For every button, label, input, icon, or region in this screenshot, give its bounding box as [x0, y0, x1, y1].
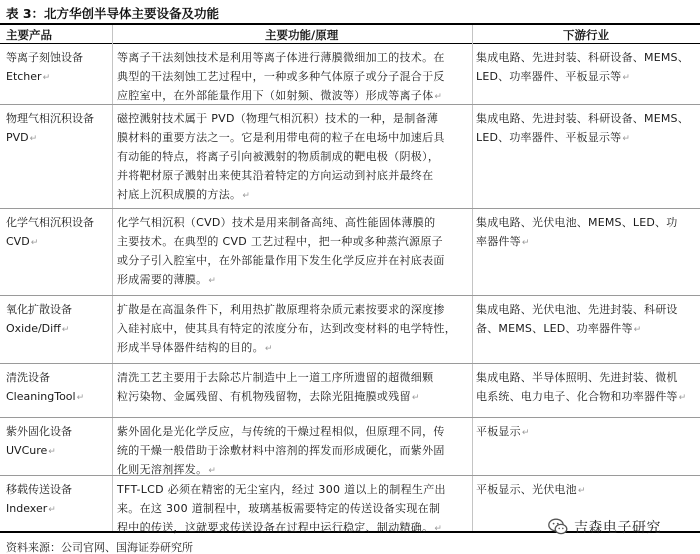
watermark [548, 516, 661, 538]
table-row [0, 364, 700, 418]
function-cell [117, 422, 469, 481]
cell-line: 形成半导体器件结构的目的。↵ [117, 341, 273, 354]
cell-line: CVD↵ [6, 235, 39, 248]
function-cell [117, 300, 469, 359]
paragraph-mark-icon: ↵ [29, 134, 38, 144]
cell-line: 等离子刻蚀设备 [6, 51, 83, 64]
function-cell [117, 48, 469, 107]
cell-line: 移载传送设备 [6, 483, 72, 496]
industry-cell [476, 480, 698, 501]
cell-line: 清洗设备 [6, 371, 50, 384]
paragraph-mark-icon: ↵ [434, 92, 443, 102]
cell-line: 集成电路、半导体照明、先进封装、微机 [476, 371, 678, 384]
cell-line: 集成电路、先进封装、科研设备、MEMS、 [476, 51, 689, 64]
industry-cell [476, 422, 698, 443]
paragraph-mark-icon: ↵ [42, 73, 51, 83]
cell-line: 并将靶材原子溅射出来使其沿着特定的方向运动到衬底并最终在 [117, 169, 434, 182]
cell-line: Indexer↵ [6, 502, 56, 515]
header-function: 主要功能/原理 [265, 28, 339, 42]
paragraph-mark-icon: ↵ [48, 505, 56, 515]
product-cell [6, 48, 110, 88]
product-cell [6, 368, 110, 408]
cell-line: 率器件等↵ [476, 235, 530, 248]
cell-line: UVCure↵ [6, 444, 56, 457]
paragraph-mark-icon: ↵ [434, 524, 443, 534]
paragraph-mark-icon: ↵ [61, 325, 70, 335]
cell-line: 形成需要的薄膜。↵ [117, 273, 217, 286]
industry-cell [476, 213, 698, 253]
table-header [0, 25, 700, 43]
cell-line: 平板显示、光伏电池↵ [476, 483, 586, 496]
cell-line: 膜材料的重要方法之一。它是利用带电荷的粒子在电场中加速后具 [117, 131, 445, 144]
cell-line: 集成电路、先进封装、科研设备、MEMS、 [476, 112, 689, 125]
paragraph-mark-icon: ↵ [48, 447, 56, 457]
paragraph-mark-icon: ↵ [521, 238, 530, 248]
cell-line: LED、功率器件、平板显示等↵ [476, 131, 631, 144]
source-note: 资料来源：公司官网、国海证券研究所 [6, 541, 193, 554]
paragraph-mark-icon: ↵ [208, 276, 217, 286]
paragraph-mark-icon: ↵ [678, 393, 687, 403]
cell-line: LED、功率器件、平板显示等↵ [476, 70, 631, 83]
industry-cell [476, 48, 698, 88]
product-cell [6, 300, 110, 340]
function-cell [117, 368, 469, 408]
header-product: 主要产品 [6, 28, 52, 42]
cell-line: 紫外固化设备 [6, 425, 72, 438]
cell-line: 扩散是在高温条件下，利用热扩散原理将杂质元素按要求的深度掺 [117, 303, 445, 316]
paragraph-mark-icon: ↵ [411, 393, 420, 403]
cell-line: 来。在这 300 道制程中，玻璃基板需要特定的传送设备实现在制 [117, 502, 441, 515]
product-cell [6, 109, 110, 149]
table-row [0, 105, 700, 209]
cell-line: 典型的干法刻蚀工艺过程中，一种或多种气体原子或分子混合于反 [117, 70, 445, 83]
cell-line: 平板显示↵ [476, 425, 530, 438]
paragraph-mark-icon: ↵ [521, 428, 530, 438]
industry-cell [476, 109, 698, 149]
cell-line: 等离子干法刻蚀技术是利用等离子体进行薄膜微细加工的技术。在 [117, 51, 445, 64]
paragraph-mark-icon: ↵ [30, 238, 39, 248]
cell-line: 应腔室中，在外部能量作用下（如射频、微波等）形成等离子体↵ [117, 89, 443, 102]
paragraph-mark-icon: ↵ [577, 486, 586, 496]
cell-line: 有动能的特点，将离子引向被溅射的物质制成的靶电极（阴极）， [117, 150, 440, 163]
wechat-icon [548, 518, 568, 536]
table-row [0, 296, 700, 364]
function-cell [117, 213, 469, 291]
header-industry: 下游行业 [563, 28, 609, 42]
table-row [0, 209, 700, 296]
function-cell [117, 480, 469, 539]
paragraph-mark-icon: ↵ [242, 191, 251, 201]
table-row [0, 44, 700, 105]
cell-line: 或分子引入腔室中，在外部能量作用下发生化学反应并在衬底表面 [117, 254, 445, 267]
cell-line: 主要技术。在典型的 CVD 工艺过程中，把一种或多种蒸汽源原子 [117, 235, 443, 248]
cell-line: 程中的传送，这就要求传送设备在过程中运行稳定、制动精确。↵ [117, 521, 443, 534]
product-cell [6, 480, 110, 520]
cell-line: 备、MEMS、LED、功率器件等↵ [476, 322, 642, 335]
function-cell [117, 109, 469, 206]
cell-line: 统的干燥一般借助于涂敷材料中溶剂的挥发而形成硬化，而紫外固 [117, 444, 445, 457]
cell-line: Etcher↵ [6, 70, 51, 83]
paragraph-mark-icon: ↵ [622, 134, 631, 144]
cell-line: 集成电路、光伏电池、先进封装、科研设 [476, 303, 678, 316]
cell-line: 清洗工艺主要用于去除芯片制造中上一道工序所遗留的超微细颗 [117, 371, 434, 384]
industry-cell [476, 300, 698, 340]
cell-line: 化学气相沉积（CVD）技术是用来制备高纯、高性能固体薄膜的 [117, 216, 436, 229]
cell-line: 化则无溶剂挥发。↵ [117, 463, 217, 476]
paragraph-mark-icon: ↵ [622, 73, 631, 83]
cell-line: 化学气相沉积设备 [6, 216, 94, 229]
product-cell [6, 422, 110, 462]
cell-line: 氧化扩散设备 [6, 303, 72, 316]
industry-cell [476, 368, 698, 408]
product-cell [6, 213, 110, 253]
cell-line: Oxide/Diff↵ [6, 322, 70, 335]
cell-line: 物理气相沉积设备 [6, 112, 94, 125]
cell-line: 衬底上沉积成膜的方法。↵ [117, 188, 251, 201]
cell-line: CleaningTool↵ [6, 390, 85, 403]
watermark-text: 吉森电子研究 [574, 520, 661, 536]
cell-line: TFT-LCD 必须在精密的无尘室内，经过 300 道以上的制程生产出 [117, 483, 446, 496]
cell-line: 紫外固化是光化学反应，与传统的干燥过程相似，但原理不同，传 [117, 425, 445, 438]
cell-line: 磁控溅射技术属于 PVD（物理气相沉积）技术的一种，是制备薄 [117, 112, 439, 125]
cell-line: PVD↵ [6, 131, 38, 144]
paragraph-mark-icon: ↵ [208, 466, 217, 476]
cell-line: 粒污染物、金属残留、有机物残留物，去除光阻掩膜或残留↵ [117, 390, 420, 403]
paragraph-mark-icon: ↵ [633, 325, 642, 335]
cell-line: 入硅衬底中，使其具有特定的浓度分布，达到改变材料的电学特性， [117, 322, 456, 335]
table-title: 表 3：北方华创半导体主要设备及功能 [6, 6, 220, 21]
cell-line: 电系统、电力电子、化合物和功率器件等↵ [476, 390, 687, 403]
paragraph-mark-icon: ↵ [76, 393, 85, 403]
table-row [0, 418, 700, 476]
cell-line: 集成电路、光伏电池、MEMS、LED、功 [476, 216, 678, 229]
paragraph-mark-icon: ↵ [264, 344, 273, 354]
